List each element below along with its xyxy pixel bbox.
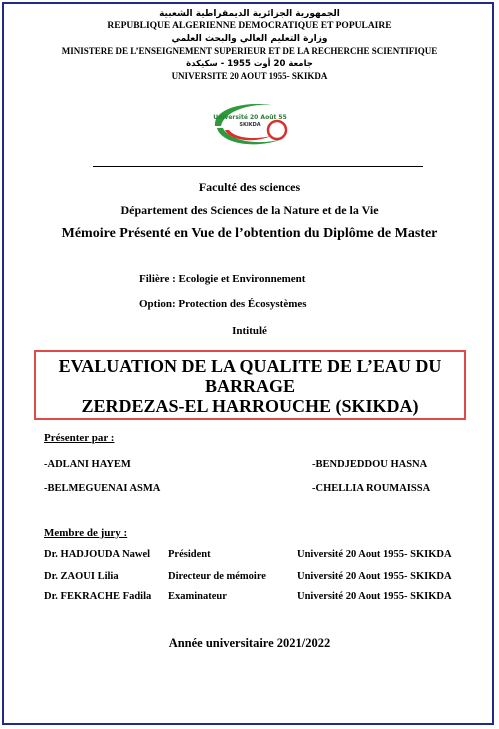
jury-member-institution: Université 20 Aout 1955- SKIKDA (297, 571, 452, 582)
faculty-label: Faculté des sciences (198, 180, 301, 194)
jury-member-role: Directeur de mémoire (168, 571, 266, 582)
logo-text-university: Université 20 Août 55 (213, 114, 287, 121)
jury-member-institution: Université 20 Aout 1955- SKIKDA (297, 549, 452, 560)
arabic-republic-heading: الجمهورية الجزائرية الديمقراطية الشعبية (159, 9, 340, 19)
arabic-ministry-heading: وزارة التعليم العالي والبحث العلمي (171, 34, 328, 44)
thesis-title-line3: ZERDEZAS-EL HARROUCHE (SKIKDA) (81, 396, 419, 416)
intitule-label: Intitulé (232, 325, 267, 337)
jury-heading: Membre de jury : (44, 527, 128, 539)
jury-member-role: Examinateur (168, 591, 227, 602)
arabic-university-heading: جامعة 20 أوت 1955 - سكيكدة (186, 59, 313, 69)
academic-year: Année universitaire 2021/2022 (168, 636, 331, 650)
jury-member-role: Président (168, 549, 211, 560)
jury-member-name: Dr. HADJOUDA Nawel (44, 549, 151, 560)
thesis-title-box (34, 350, 466, 420)
jury-member-institution: Université 20 Aout 1955- SKIKDA (297, 591, 452, 602)
ministry-heading: MINISTERE DE L’ENSEIGNEMENT SUPERIEUR ET DE LA RECHERCHE SCIENTIFIQUE (61, 46, 438, 56)
university-logo (207, 98, 293, 150)
university-heading: UNIVERSITE 20 AOUT 1955- SKIKDA (171, 71, 328, 81)
presenter-name: -ADLANI HAYEM (44, 459, 131, 470)
thesis-title-line2: BARRAGE (204, 376, 295, 396)
jury-member-name: Dr. ZAOUI Lilia (44, 571, 119, 582)
presenter-heading: Présenter par : (44, 432, 115, 444)
memoire-label: Mémoire Présenté en Vue de l’obtention du Diplôme de Master (61, 226, 438, 241)
filiere-label: Filière : Ecologie et Environnement (139, 273, 306, 285)
jury-member-name: Dr. FEKRACHE Fadila (44, 591, 152, 602)
thesis-title-line1: EVALUATION DE LA QUALITE DE L’EAU DU (58, 356, 442, 376)
logo-red-ring (268, 121, 286, 139)
republic-heading: REPUBLIQUE ALGERIENNE DEMOCRATIQUE ET POPULAIRE (107, 21, 392, 31)
presenter-name: -BELMEGUENAI ASMA (44, 483, 161, 494)
logo-text-city: SKIKDA (239, 122, 261, 128)
presenter-name: -BENDJEDDOU HASNA (312, 459, 428, 470)
header-divider (93, 166, 423, 167)
presenter-name: -CHELLIA ROUMAISSA (312, 483, 431, 494)
department-label: Département des Sciences de la Nature et de la Vie (120, 203, 379, 217)
option-label: Option: Protection des Écosystèmes (139, 298, 307, 310)
